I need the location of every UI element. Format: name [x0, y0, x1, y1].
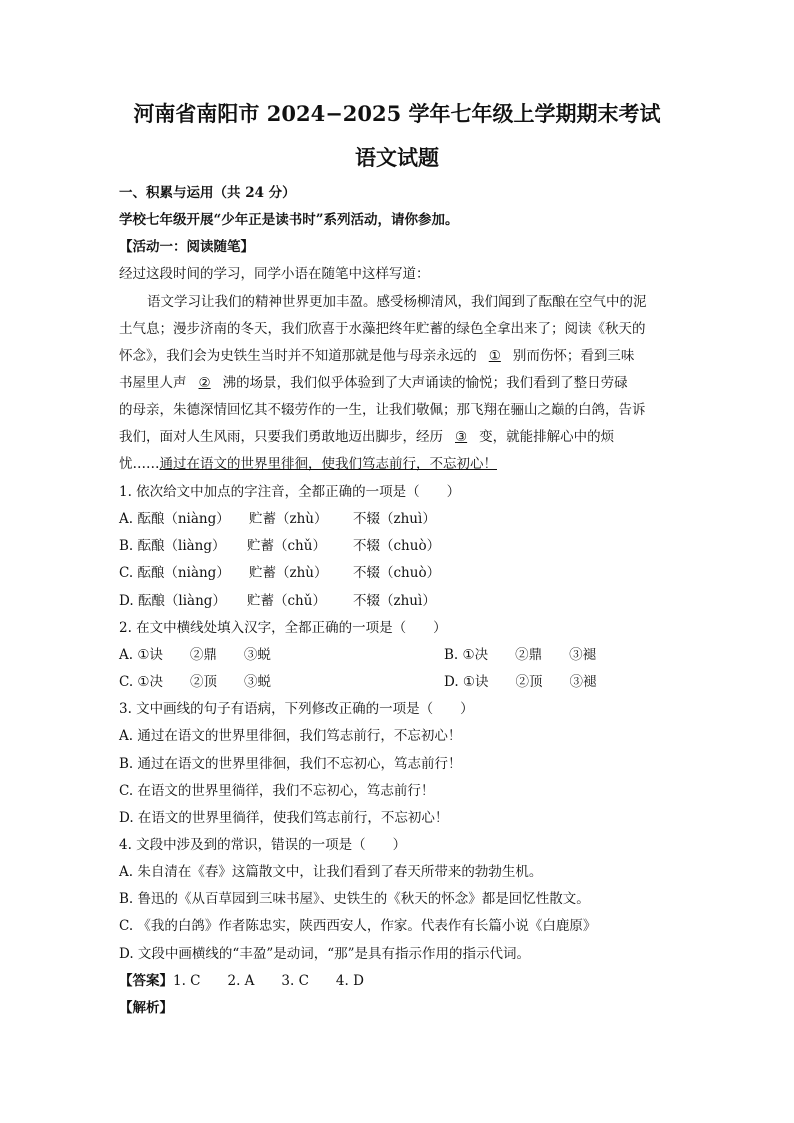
q3-option-a: A. 通过在语文的世界里徘徊，我们笃志前行，不忘初心！ [119, 728, 462, 744]
passage-text: 怀念》，我们会为史铁生当时并不知道那就是他与母亲永远的 [119, 348, 477, 364]
q2-option-c: C. ①决 ②顶 ③蜕 [119, 674, 272, 690]
passage-text: 别而伤怀；看到三味 [512, 348, 635, 364]
blank-3: ③ [455, 429, 468, 445]
question-3-stem: 3. 文中画线的句子有语病，下列修改正确的一项是（ ） [119, 701, 474, 717]
q4-option-d: D. 文段中画横线的“丰盈”是动词，“那”是具有指示作用的指示代词。 [119, 946, 531, 962]
passage-line [119, 371, 628, 391]
passage-lead: 经过这段时间的学习，同学小语在随笔中这样写道： [119, 266, 430, 282]
q2-option-a: A. ①诀 ②鼎 ③蜕 [119, 647, 271, 663]
question-1-stem: 1. 依次给文中加点的字注音，全都正确的一项是（ ） [119, 484, 461, 500]
passage-line: 语文学习让我们的精神世界更加丰盈。感受杨柳清风，我们闻到了酝酿在空气中的泥 [147, 294, 647, 310]
q4-option-b: B. 鲁迅的《从百草园到三味书屋》、史铁生的《秋天的怀念》都是回忆性散文。 [119, 891, 590, 907]
answer-line [119, 969, 364, 989]
q4-option-c: C. 《我的白鸽》作者陈忠实，陕西西安人，作家。代表作有长篇小说《白鹿原》 [119, 918, 597, 934]
q1-option-a: A. 酝酿（niàng） 贮蓄（zhù） 不辍（zhuì） [119, 511, 436, 527]
q3-option-d: D. 在语文的世界里徜徉，使我们笃志前行，不忘初心！ [119, 810, 449, 826]
passage-line: 土气息；漫步济南的冬天，我们欣喜于水藻把终年贮蓄的绿色全拿出来了；阅读《秋天的 [119, 321, 646, 337]
section-heading: 一、积累与运用（共 24 分） [119, 185, 296, 201]
passage-line [119, 425, 614, 445]
answer-label: 【答案】 [119, 973, 173, 989]
passage-text: 书屋里人声 [119, 375, 187, 391]
passage-text: 变，就能排解心中的烦 [479, 429, 615, 445]
passage-line: 的母亲，朱德深情回忆其不辍劳作的一生，让我们敬佩；那飞翔在骊山之巅的白鸽，告诉 [119, 402, 646, 418]
activity-heading: 【活动一：阅读随笔】 [119, 239, 254, 255]
passage-line [119, 452, 497, 472]
q1-option-b: B. 酝酿（liàng） 贮蓄（chǔ） 不辍（chuò） [119, 538, 441, 554]
passage-text: 我们，面对人生风雨，只要我们勇敢地迈出脚步，经历 [119, 429, 443, 445]
passage-text: 沸的场景，我们似乎体验到了大声诵读的愉悦；我们看到了整日劳碌 [222, 375, 628, 391]
analysis-label: 【解析】 [119, 1000, 173, 1016]
document-title: 河南省南阳市 2024−2025 学年七年级上学期期末考试 [133, 101, 661, 126]
blank-2: ② [198, 375, 211, 391]
q1-option-d: D. 酝酿（liàng） 贮蓄（chǔ） 不辍（zhuì） [119, 593, 436, 609]
underlined-sentence: 通过在语文的世界里徘徊，使我们笃志前行，不忘初心！ [159, 456, 497, 472]
question-4-stem: 4. 文段中涉及到的常识，错误的一项是（ ） [119, 837, 407, 853]
passage-line [119, 344, 634, 364]
blank-1: ① [488, 348, 501, 364]
q3-option-b: B. 通过在语文的世界里徘徊，我们不忘初心，笃志前行！ [119, 756, 462, 772]
question-2-stem: 2. 在文中横线处填入汉字，全都正确的一项是（ ） [119, 620, 447, 636]
q2-option-b: B. ①决 ②鼎 ③褪 [444, 647, 597, 663]
q4-option-a: A. 朱自清在《春》这篇散文中，让我们看到了春天所带来的勃勃生机。 [119, 864, 543, 880]
document-subtitle: 语文试题 [355, 145, 439, 170]
q1-option-c: C. 酝酿（niàng） 贮蓄（zhù） 不辍（chuò） [119, 565, 441, 581]
passage-text: 忧…… [119, 456, 160, 472]
answer-text: 1. C 2. A 3. C 4. D [173, 973, 364, 989]
q2-option-d: D. ①诀 ②顶 ③褪 [444, 674, 597, 690]
activity-intro: 学校七年级开展“少年正是读书时”系列活动，请你参加。 [119, 212, 459, 228]
q3-option-c: C. 在语文的世界里徜徉，我们不忘初心，笃志前行！ [119, 783, 435, 799]
